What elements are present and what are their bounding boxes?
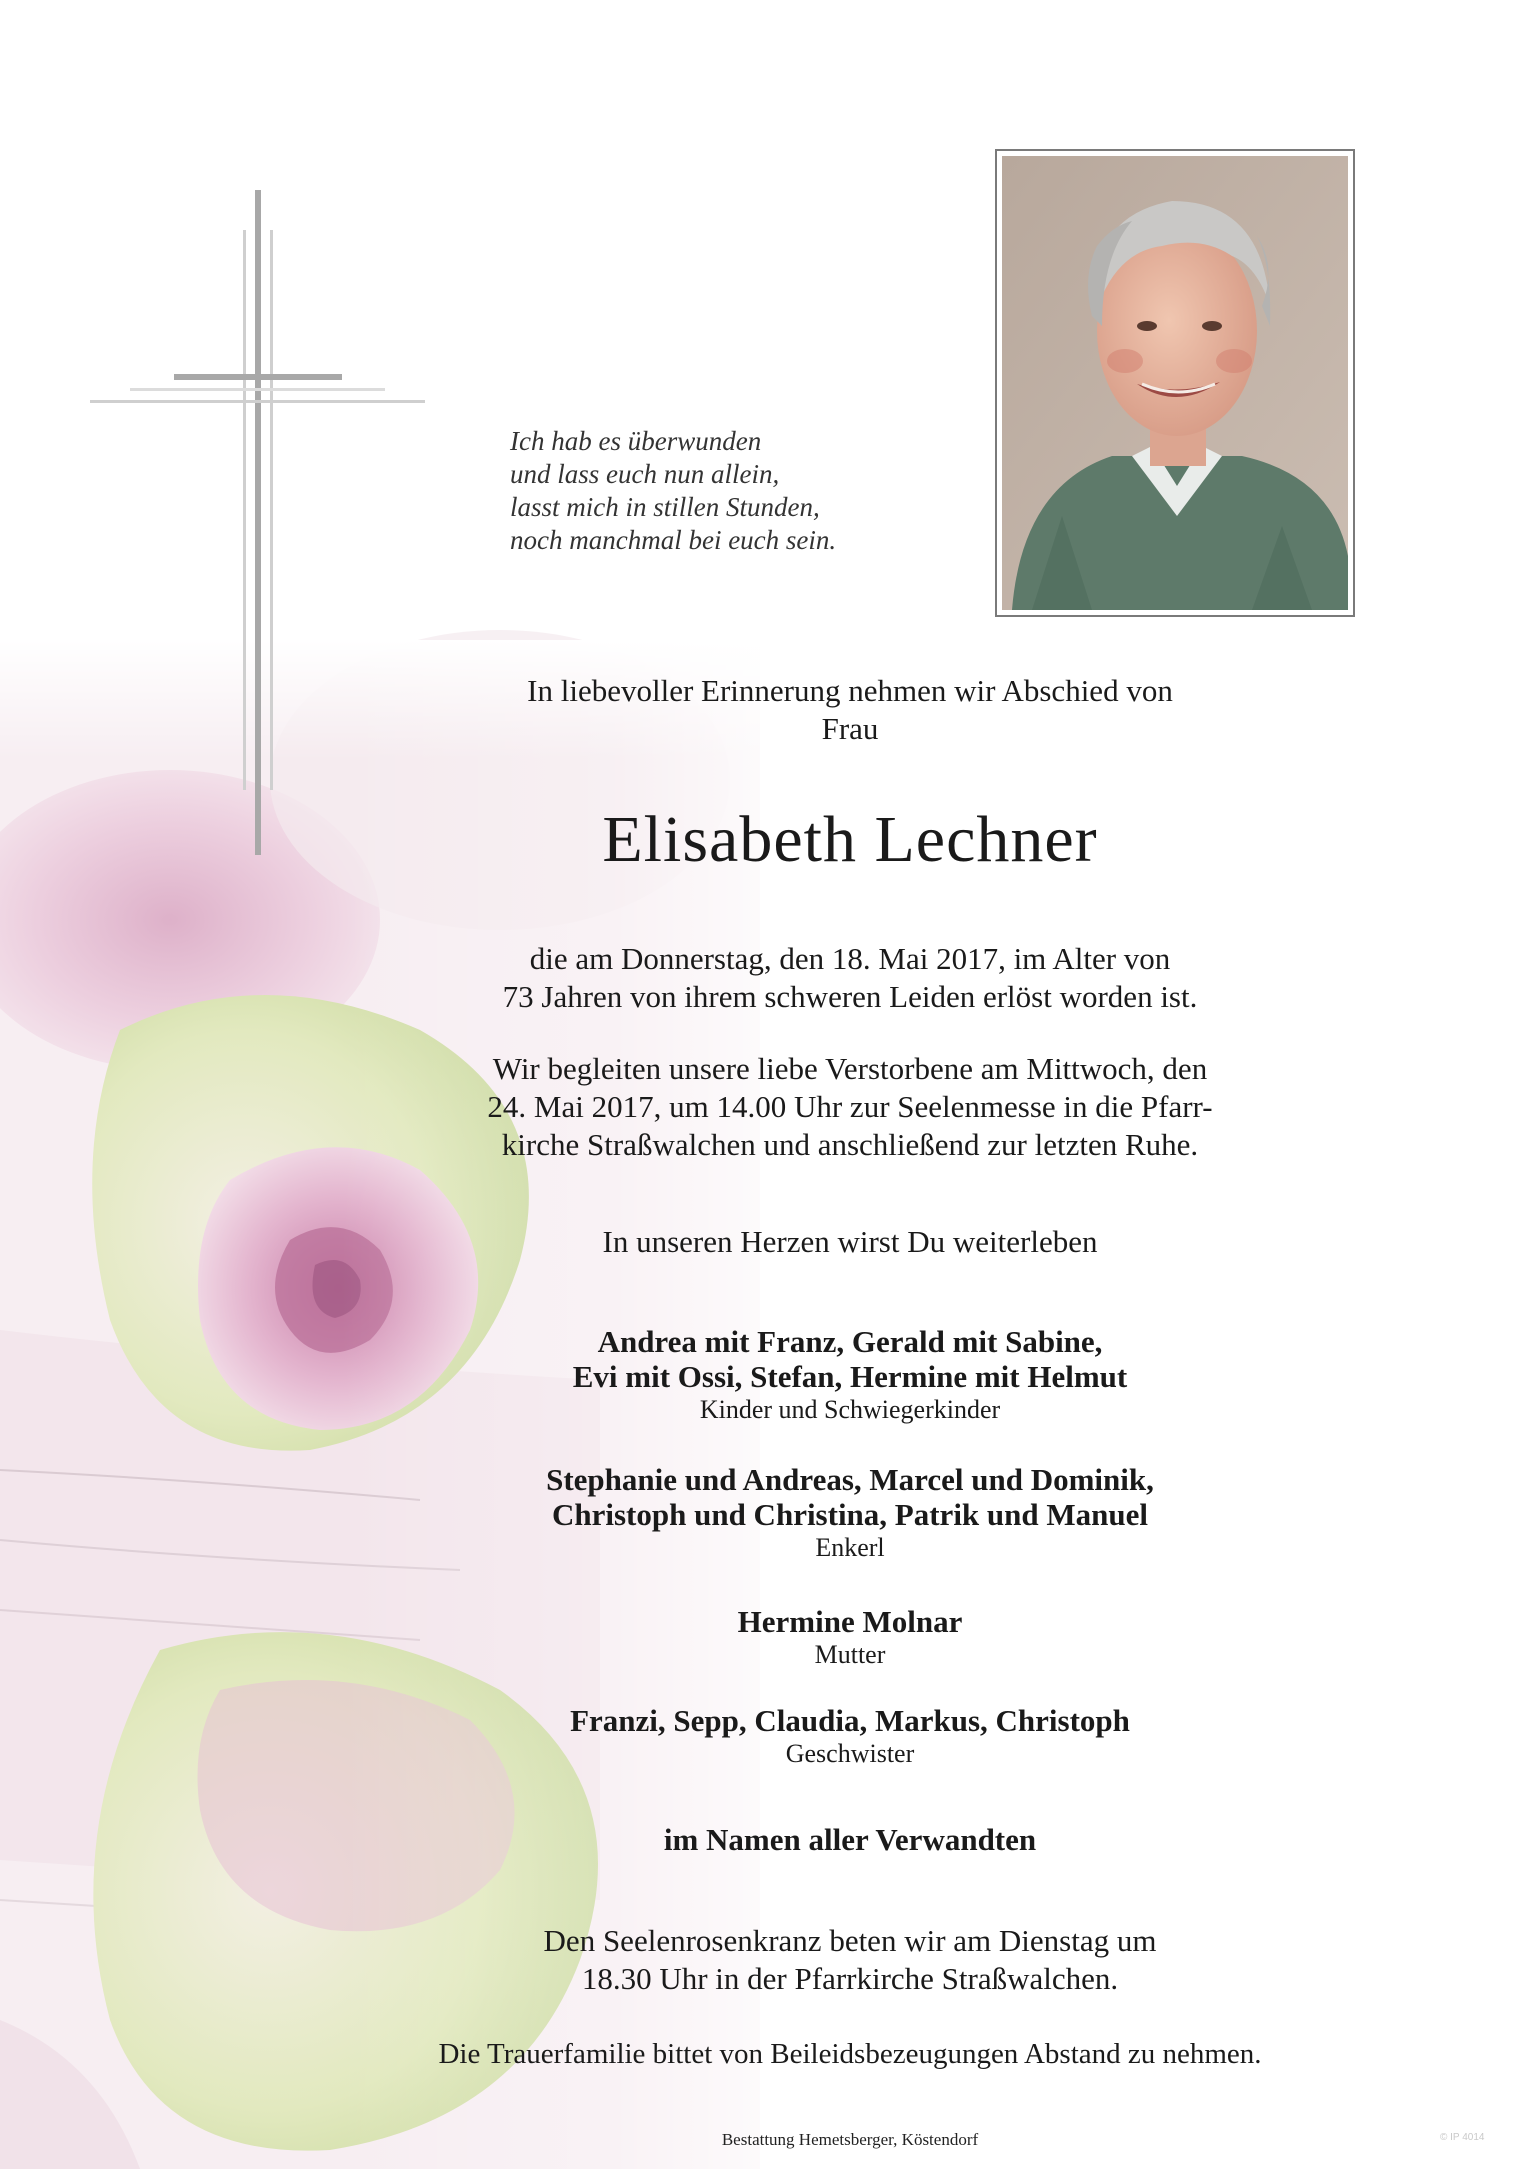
rosary-notice-line: 18.30 Uhr in der Pfarrkirche Straßwalchen.	[581, 1961, 1119, 1996]
cross-icon	[90, 190, 425, 855]
family-group-mother	[350, 1604, 1350, 1671]
portrait-photo	[1002, 156, 1348, 610]
family-names: Evi mit Ossi, Stefan, Hermine mit Helmut	[572, 1359, 1128, 1394]
death-notice-line: die am Donnerstag, den 18. Mai 2017, im Alter von	[529, 941, 1171, 976]
deceased-name: Elisabeth Lechner	[602, 803, 1098, 876]
family-group-children	[350, 1324, 1350, 1426]
rosary-notice	[350, 1922, 1350, 1998]
intro-line: In liebevoller Erinnerung nehmen wir Abschied von	[527, 673, 1173, 708]
poem-line: Ich hab es überwunden	[510, 426, 762, 456]
memorial-poem	[510, 425, 930, 557]
death-notice-line: 73 Jahren von ihrem schweren Leiden erlöst worden ist.	[502, 979, 1198, 1014]
intro-line: Frau	[821, 711, 879, 746]
funeral-notice	[350, 1050, 1350, 1164]
funeral-notice-line: 24. Mai 2017, um 14.00 Uhr zur Seelenmesse in die Pfarr-	[487, 1089, 1213, 1124]
poem-line: noch manchmal bei euch sein.	[510, 525, 837, 555]
intro-text	[350, 672, 1350, 748]
family-names: Franzi, Sepp, Claudia, Markus, Christoph	[570, 1703, 1130, 1738]
death-notice	[350, 940, 1350, 1016]
family-names: Andrea mit Franz, Gerald mit Sabine,	[597, 1324, 1103, 1359]
poem-line: lasst mich in stillen Stunden,	[510, 492, 820, 522]
funeral-notice-line: kirche Straßwalchen und anschließend zur letzten Ruhe.	[501, 1127, 1199, 1162]
funeral-home-footer: Bestattung Hemetsberger, Köstendorf	[721, 2130, 979, 2149]
family-names: Stephanie und Andreas, Marcel und Dominik,	[546, 1462, 1154, 1497]
family-role: Enkerl	[815, 1533, 885, 1562]
watermark: © IP 4014	[1440, 2132, 1485, 2143]
family-group-grandchildren	[350, 1462, 1350, 1564]
poem-line: und lass euch nun allein,	[510, 459, 780, 489]
condolence-request: Die Trauerfamilie bittet von Beileidsbezeugungen Abstand zu nehmen.	[438, 2038, 1262, 2070]
family-role: Kinder und Schwiegerkinder	[699, 1395, 1001, 1424]
all-relatives-line: im Namen aller Verwandten	[663, 1822, 1037, 1857]
family-role: Mutter	[814, 1640, 886, 1669]
portrait-frame	[995, 149, 1355, 617]
family-names: Christoph und Christina, Patrik und Manuel	[551, 1497, 1149, 1532]
heart-line: In unseren Herzen wirst Du weiterleben	[602, 1224, 1098, 1259]
family-role: Geschwister	[785, 1739, 915, 1768]
rosary-notice-line: Den Seelenrosenkranz beten wir am Dienstag um	[543, 1923, 1157, 1958]
family-names: Hermine Molnar	[737, 1604, 963, 1639]
family-group-siblings	[350, 1703, 1350, 1770]
funeral-notice-line: Wir begleiten unsere liebe Verstorbene am Mittwoch, den	[492, 1051, 1208, 1086]
